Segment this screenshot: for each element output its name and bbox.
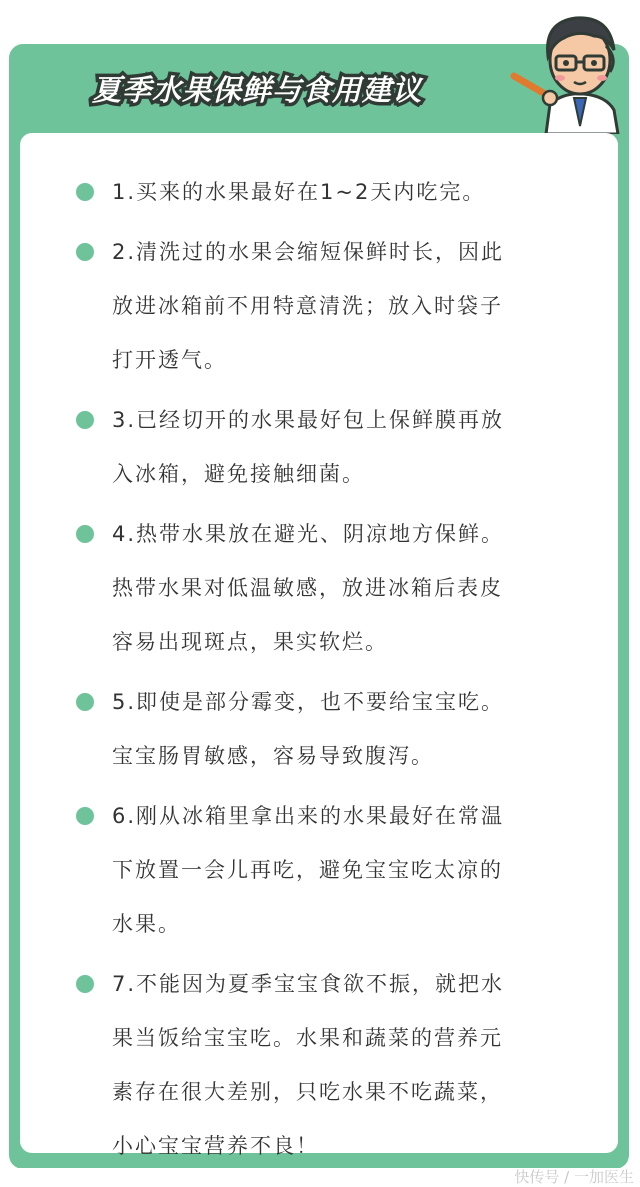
tip-text xyxy=(112,507,572,669)
source-watermark: 快传号 / 一加医生 xyxy=(514,1168,634,1186)
tip-text xyxy=(112,789,572,951)
tip-line: 2.清洗过的水果会缩短保鲜时长，因此 xyxy=(112,240,505,264)
tip-line: 小心宝宝营养不良！ xyxy=(112,1134,319,1158)
bullet-dot-icon xyxy=(76,525,94,543)
page-title: 夏季水果保鲜与食用建议 xyxy=(92,73,423,107)
tip-line: 4.热带水果放在避光、阴凉地方保鲜。 xyxy=(112,522,505,546)
bullet-dot-icon xyxy=(76,183,94,201)
tips-card xyxy=(20,133,618,1158)
bullet-dot-icon xyxy=(76,807,94,825)
doctor-pointing-icon xyxy=(506,6,624,134)
tip-line: 水果。 xyxy=(112,912,181,936)
tip-text xyxy=(112,957,572,1173)
tip-line: 6.刚从冰箱里拿出来的水果最好在常温 xyxy=(112,804,505,828)
tip-line: 下放置一会儿再吃，避免宝宝吃太凉的 xyxy=(112,858,503,882)
tip-line: 5.即使是部分霉变，也不要给宝宝吃。 xyxy=(112,690,505,714)
tip-line: 7.不能因为夏季宝宝食欲不振，就把水 xyxy=(112,972,505,996)
tip-text xyxy=(112,393,572,501)
tip-line: 放进冰箱前不用特意清洗；放入时袋子 xyxy=(112,294,503,318)
tip-text xyxy=(112,225,572,387)
bullet-dot-icon xyxy=(76,411,94,429)
tip-line: 宝宝肠胃敏感，容易导致腹泻。 xyxy=(112,744,434,768)
tip-line: 打开透气。 xyxy=(112,348,227,372)
bullet-dot-icon xyxy=(76,243,94,261)
tip-line: 1.买来的水果最好在1~2天内吃完。 xyxy=(112,180,486,204)
bullet-dot-icon xyxy=(76,975,94,993)
tip-text xyxy=(112,675,572,783)
tip-line: 热带水果对低温敏感，放进冰箱后表皮 xyxy=(112,576,503,600)
tip-line: 入冰箱，避免接触细菌。 xyxy=(112,462,365,486)
tip-line: 3.已经切开的水果最好包上保鲜膜再放 xyxy=(112,408,505,432)
tip-line: 容易出现斑点，果实软烂。 xyxy=(112,630,388,654)
tip-text xyxy=(112,165,572,219)
bullet-dot-icon xyxy=(76,693,94,711)
tip-line: 素存在很大差别，只吃水果不吃蔬菜， xyxy=(112,1080,503,1104)
tip-line: 果当饭给宝宝吃。水果和蔬菜的营养元 xyxy=(112,1026,503,1050)
